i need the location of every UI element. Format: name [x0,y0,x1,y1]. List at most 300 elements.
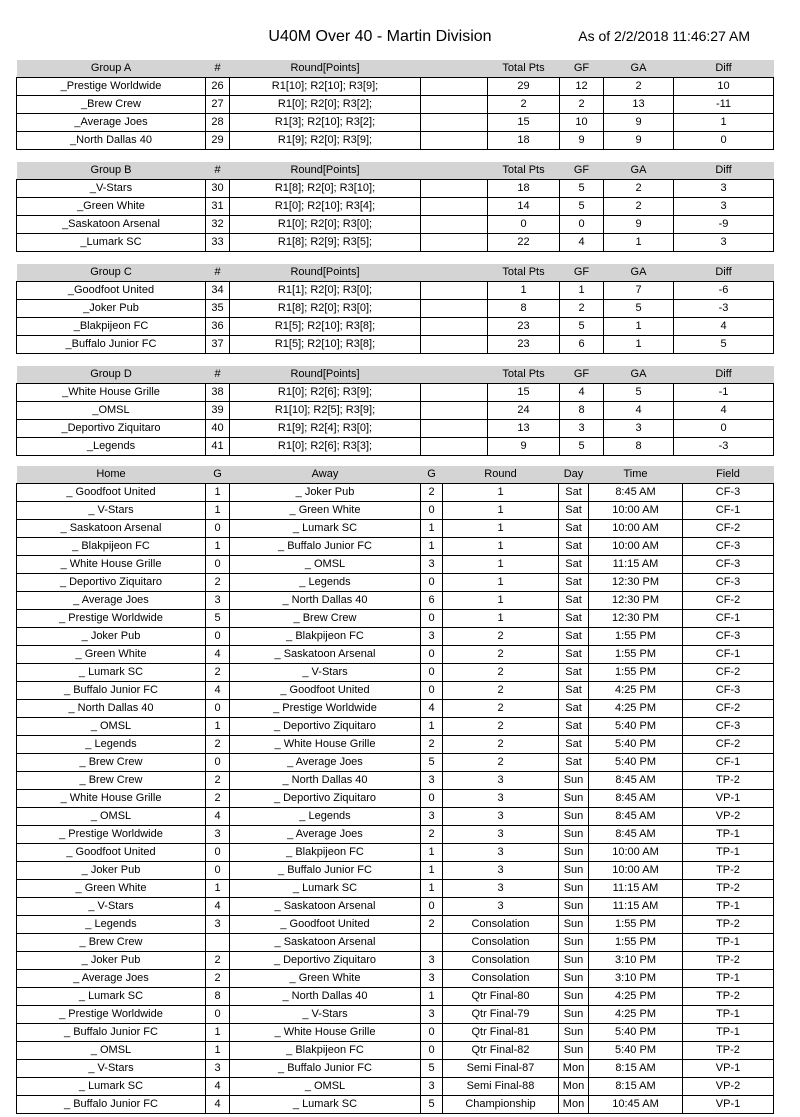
game-field: TP-1 [683,826,774,844]
game-round: Semi Final-87 [443,1060,559,1078]
game-home-team: _ Deportivo Ziquitaro [17,574,206,592]
game-away-goals: 0 [421,1024,443,1042]
game-day: Sat [559,610,589,628]
game-day: Sat [559,556,589,574]
game-round: 2 [443,646,559,664]
game-row [17,1078,774,1096]
standings-spacer [421,336,488,354]
game-row [17,808,774,826]
game-day: Sat [559,628,589,646]
game-row [17,754,774,772]
standings-row [17,198,774,216]
group-table [16,366,774,456]
standings-spacer [421,420,488,438]
standings-rounds: R1[9]; R2[4]; R3[0]; [230,420,421,438]
group-column-header: Total Pts [488,60,560,78]
game-round: Consolation [443,970,559,988]
game-time: 1:55 PM [589,628,683,646]
game-home-team: _ Brew Crew [17,934,206,952]
standings-spacer [421,132,488,150]
game-day: Sun [559,826,589,844]
group-column-header: Round[Points] [230,60,421,78]
games-column-header: G [206,466,230,484]
games-column-header: Round [443,466,559,484]
standings-gf: 5 [560,438,604,456]
game-away-goals: 4 [421,700,443,718]
standings-row [17,300,774,318]
standings-spacer [421,402,488,420]
group-name: Group A [17,60,206,78]
game-away-team: _ Blakpijeon FC [230,1042,421,1060]
standings-total: 9 [488,438,560,456]
group-column-header: Round[Points] [230,366,421,384]
game-field: VP-1 [683,790,774,808]
game-home-goals: 0 [206,556,230,574]
standings-team: _Blakpijeon FC [17,318,206,336]
game-home-goals: 3 [206,592,230,610]
game-away-team: _ Average Joes [230,754,421,772]
game-away-team: _ Legends [230,574,421,592]
standings-total: 18 [488,180,560,198]
game-away-goals: 1 [421,520,443,538]
game-field: CF-1 [683,646,774,664]
game-away-goals: 0 [421,574,443,592]
group-column-header: Diff [674,264,774,282]
game-field: CF-3 [683,718,774,736]
group-column-header: GF [560,60,604,78]
game-round: 1 [443,610,559,628]
game-time: 4:25 PM [589,1006,683,1024]
game-time: 8:45 AM [589,790,683,808]
standings-rounds: R1[10]; R2[10]; R3[9]; [230,78,421,96]
game-field: CF-3 [683,484,774,502]
game-field: TP-1 [683,934,774,952]
game-field: TP-1 [683,1006,774,1024]
game-away-goals: 3 [421,808,443,826]
standings-total: 23 [488,336,560,354]
standings-gf: 5 [560,198,604,216]
game-away-team: _ Lumark SC [230,520,421,538]
game-round: 3 [443,772,559,790]
standings-num: 33 [206,234,230,252]
game-home-team: _ Lumark SC [17,988,206,1006]
game-day: Sun [559,1024,589,1042]
game-home-goals: 1 [206,718,230,736]
standings-total: 2 [488,96,560,114]
game-time: 10:00 AM [589,538,683,556]
game-away-team: _ Average Joes [230,826,421,844]
game-home-goals: 0 [206,862,230,880]
standings-row [17,402,774,420]
game-row [17,502,774,520]
game-field: TP-2 [683,880,774,898]
standings-total: 0 [488,216,560,234]
standings-num: 27 [206,96,230,114]
game-home-team: _ Goodfoot United [17,484,206,502]
game-day: Sun [559,880,589,898]
game-day: Sat [559,574,589,592]
game-day: Sun [559,772,589,790]
game-time: 8:45 AM [589,772,683,790]
game-home-team: _ Saskatoon Arsenal [17,520,206,538]
game-round: 1 [443,556,559,574]
game-home-goals: 4 [206,682,230,700]
standings-total: 1 [488,282,560,300]
game-away-goals: 0 [421,502,443,520]
game-row [17,970,774,988]
standings-rounds: R1[0]; R2[6]; R3[9]; [230,384,421,402]
game-time: 10:00 AM [589,844,683,862]
game-away-team: _ Deportivo Ziquitaro [230,790,421,808]
game-home-team: _ White House Grille [17,556,206,574]
standings-total: 14 [488,198,560,216]
game-home-goals: 0 [206,754,230,772]
game-home-team: _ Prestige Worldwide [17,826,206,844]
game-home-goals: 8 [206,988,230,1006]
standings-ga: 9 [604,132,674,150]
game-day: Sun [559,952,589,970]
standings-num: 28 [206,114,230,132]
standings-row [17,78,774,96]
standings-num: 26 [206,78,230,96]
game-home-goals: 2 [206,790,230,808]
game-away-team: _ Goodfoot United [230,916,421,934]
game-round: 1 [443,520,559,538]
game-home-team: _ Green White [17,880,206,898]
game-day: Sat [559,664,589,682]
game-day: Sun [559,934,589,952]
game-day: Sun [559,790,589,808]
game-day: Sun [559,808,589,826]
game-home-team: _ Joker Pub [17,952,206,970]
game-away-goals: 0 [421,646,443,664]
standings-diff: 0 [674,132,774,150]
standings-team: _Legends [17,438,206,456]
standings-row [17,384,774,402]
game-day: Sat [559,538,589,556]
game-row [17,628,774,646]
game-field: CF-3 [683,682,774,700]
game-home-team: _ Prestige Worldwide [17,1006,206,1024]
game-time: 10:00 AM [589,520,683,538]
game-field: CF-1 [683,502,774,520]
game-field: CF-2 [683,664,774,682]
game-home-team: _ North Dallas 40 [17,700,206,718]
game-day: Sun [559,970,589,988]
standings-diff: 3 [674,198,774,216]
game-day: Sat [559,682,589,700]
game-home-goals: 4 [206,898,230,916]
game-day: Mon [559,1060,589,1078]
game-home-goals: 3 [206,1060,230,1078]
standings-ga: 1 [604,336,674,354]
game-row [17,772,774,790]
game-home-goals: 2 [206,736,230,754]
game-away-team: _ Buffalo Junior FC [230,1060,421,1078]
game-away-goals: 3 [421,628,443,646]
game-away-team: _ Saskatoon Arsenal [230,934,421,952]
game-time: 3:10 PM [589,952,683,970]
game-home-team: _ Brew Crew [17,772,206,790]
standings-ga: 4 [604,402,674,420]
game-time: 5:40 PM [589,718,683,736]
standings-rounds: R1[5]; R2[10]; R3[8]; [230,336,421,354]
standings-team: _Deportivo Ziquitaro [17,420,206,438]
game-field: CF-2 [683,736,774,754]
game-round: 2 [443,628,559,646]
game-time: 11:15 AM [589,556,683,574]
game-time: 12:30 PM [589,592,683,610]
standings-spacer [421,198,488,216]
game-row [17,934,774,952]
game-away-team: _ V-Stars [230,1006,421,1024]
game-home-goals: 4 [206,1096,230,1114]
game-away-goals: 3 [421,970,443,988]
group-column-header [421,162,488,180]
standings-diff: -9 [674,216,774,234]
standings-team: _Green White [17,198,206,216]
game-away-goals: 2 [421,736,443,754]
standings-ga: 2 [604,180,674,198]
standings-team: _North Dallas 40 [17,132,206,150]
game-time: 1:55 PM [589,646,683,664]
game-home-goals: 2 [206,772,230,790]
game-round: 3 [443,844,559,862]
game-time: 1:55 PM [589,916,683,934]
group-column-header [421,60,488,78]
game-home-team: _ Goodfoot United [17,844,206,862]
standings-team: _Goodfoot United [17,282,206,300]
game-away-team: _ North Dallas 40 [230,592,421,610]
group-column-header [421,264,488,282]
game-day: Sun [559,1006,589,1024]
group-column-header: Diff [674,60,774,78]
game-round: 3 [443,898,559,916]
game-home-team: _ OMSL [17,1042,206,1060]
game-away-team: _ Goodfoot United [230,682,421,700]
game-round: Qtr Final-80 [443,988,559,1006]
game-time: 8:45 AM [589,826,683,844]
standings-team: _Buffalo Junior FC [17,336,206,354]
standings-num: 29 [206,132,230,150]
games-table [16,466,774,1114]
game-home-goals: 1 [206,538,230,556]
game-field: TP-1 [683,898,774,916]
game-away-goals: 1 [421,844,443,862]
game-field: TP-1 [683,844,774,862]
standings-diff: 0 [674,420,774,438]
standings-ga: 1 [604,318,674,336]
game-away-goals: 0 [421,790,443,808]
game-row [17,844,774,862]
group-name: Group C [17,264,206,282]
game-day: Sun [559,1042,589,1060]
standings-rounds: R1[1]; R2[0]; R3[0]; [230,282,421,300]
game-away-goals: 1 [421,880,443,898]
game-field: CF-3 [683,628,774,646]
game-time: 4:25 PM [589,682,683,700]
game-row [17,880,774,898]
standings-gf: 0 [560,216,604,234]
group-column-header: Total Pts [488,162,560,180]
game-round: Consolation [443,916,559,934]
game-home-team: _ Legends [17,736,206,754]
standings-ga: 9 [604,114,674,132]
games-column-header: Away [230,466,421,484]
game-row [17,1006,774,1024]
standings-ga: 7 [604,282,674,300]
standings-rounds: R1[8]; R2[9]; R3[5]; [230,234,421,252]
game-away-team: _ North Dallas 40 [230,988,421,1006]
standings-spacer [421,216,488,234]
game-field: TP-1 [683,970,774,988]
standings-row [17,420,774,438]
game-field: VP-1 [683,1096,774,1114]
page-title: U40M Over 40 - Martin Division [268,28,492,45]
game-row [17,988,774,1006]
game-field: TP-1 [683,1024,774,1042]
standings-diff: -11 [674,96,774,114]
standings-team: _Lumark SC [17,234,206,252]
group-column-header: GA [604,60,674,78]
game-away-team: _ Blakpijeon FC [230,628,421,646]
standings-spacer [421,300,488,318]
game-row [17,520,774,538]
standings-row [17,318,774,336]
game-away-team: _ Green White [230,502,421,520]
game-round: 2 [443,718,559,736]
games-column-header: Home [17,466,206,484]
game-day: Sun [559,988,589,1006]
game-away-goals: 2 [421,916,443,934]
game-away-goals [421,934,443,952]
game-away-team: _ Deportivo Ziquitaro [230,718,421,736]
game-away-team: _ Brew Crew [230,610,421,628]
game-away-goals: 1 [421,988,443,1006]
standings-team: _Average Joes [17,114,206,132]
standings-row [17,438,774,456]
game-round: 2 [443,754,559,772]
game-home-team: _ Buffalo Junior FC [17,682,206,700]
game-day: Sun [559,844,589,862]
standings-num: 34 [206,282,230,300]
game-round: 1 [443,538,559,556]
game-field: CF-3 [683,538,774,556]
group-column-header: Round[Points] [230,162,421,180]
game-home-team: _ V-Stars [17,1060,206,1078]
standings-team: _Prestige Worldwide [17,78,206,96]
game-round: 2 [443,700,559,718]
game-time: 10:00 AM [589,502,683,520]
standings-gf: 6 [560,336,604,354]
game-field: CF-2 [683,700,774,718]
game-row [17,826,774,844]
game-round: 2 [443,664,559,682]
standings-gf: 9 [560,132,604,150]
standings-num: 32 [206,216,230,234]
standings-diff: -6 [674,282,774,300]
game-row [17,1024,774,1042]
game-away-team: _ White House Grille [230,1024,421,1042]
standings-ga: 2 [604,78,674,96]
game-field: TP-2 [683,772,774,790]
game-row [17,484,774,502]
standings-ga: 3 [604,420,674,438]
standings-gf: 1 [560,282,604,300]
standings-ga: 8 [604,438,674,456]
game-row [17,682,774,700]
group-column-header: Total Pts [488,264,560,282]
game-home-team: _ Average Joes [17,970,206,988]
game-home-goals: 4 [206,646,230,664]
standings-num: 36 [206,318,230,336]
game-day: Sat [559,502,589,520]
as-of-timestamp: As of 2/2/2018 11:46:27 AM [578,28,750,44]
game-home-team: _ Legends [17,916,206,934]
standings-num: 37 [206,336,230,354]
standings-total: 18 [488,132,560,150]
game-time: 1:55 PM [589,664,683,682]
game-day: Sun [559,862,589,880]
standings-ga: 9 [604,216,674,234]
game-time: 5:40 PM [589,1042,683,1060]
standings-team: _Joker Pub [17,300,206,318]
standings-ga: 5 [604,384,674,402]
game-row [17,736,774,754]
game-row [17,862,774,880]
game-time: 4:25 PM [589,988,683,1006]
game-time: 4:25 PM [589,700,683,718]
standings-rounds: R1[0]; R2[10]; R3[4]; [230,198,421,216]
game-day: Sat [559,736,589,754]
game-field: VP-1 [683,1060,774,1078]
standings-spacer [421,180,488,198]
game-home-team: _ V-Stars [17,502,206,520]
game-round: Championship [443,1096,559,1114]
standings-team: _Saskatoon Arsenal [17,216,206,234]
standings-diff: 4 [674,318,774,336]
standings-num: 41 [206,438,230,456]
standings-spacer [421,282,488,300]
standings-team: _V-Stars [17,180,206,198]
group-column-header [421,366,488,384]
game-field: CF-2 [683,592,774,610]
game-away-team: _ Buffalo Junior FC [230,538,421,556]
games-column-header: Day [559,466,589,484]
game-home-team: _ Buffalo Junior FC [17,1096,206,1114]
game-away-goals: 3 [421,1006,443,1024]
game-time: 10:45 AM [589,1096,683,1114]
game-time: 11:15 AM [589,898,683,916]
game-day: Sat [559,592,589,610]
group-table [16,264,774,354]
game-away-goals: 0 [421,610,443,628]
game-home-team: _ White House Grille [17,790,206,808]
game-home-team: _ Brew Crew [17,754,206,772]
game-home-goals: 3 [206,826,230,844]
standings-diff: -1 [674,384,774,402]
standings-diff: 1 [674,114,774,132]
standings-ga: 1 [604,234,674,252]
game-away-goals: 0 [421,682,443,700]
group-column-header: Diff [674,366,774,384]
game-time: 8:45 AM [589,484,683,502]
game-home-team: _ Buffalo Junior FC [17,1024,206,1042]
standings-total: 8 [488,300,560,318]
game-row [17,574,774,592]
game-field: CF-2 [683,520,774,538]
standings-diff: 3 [674,180,774,198]
